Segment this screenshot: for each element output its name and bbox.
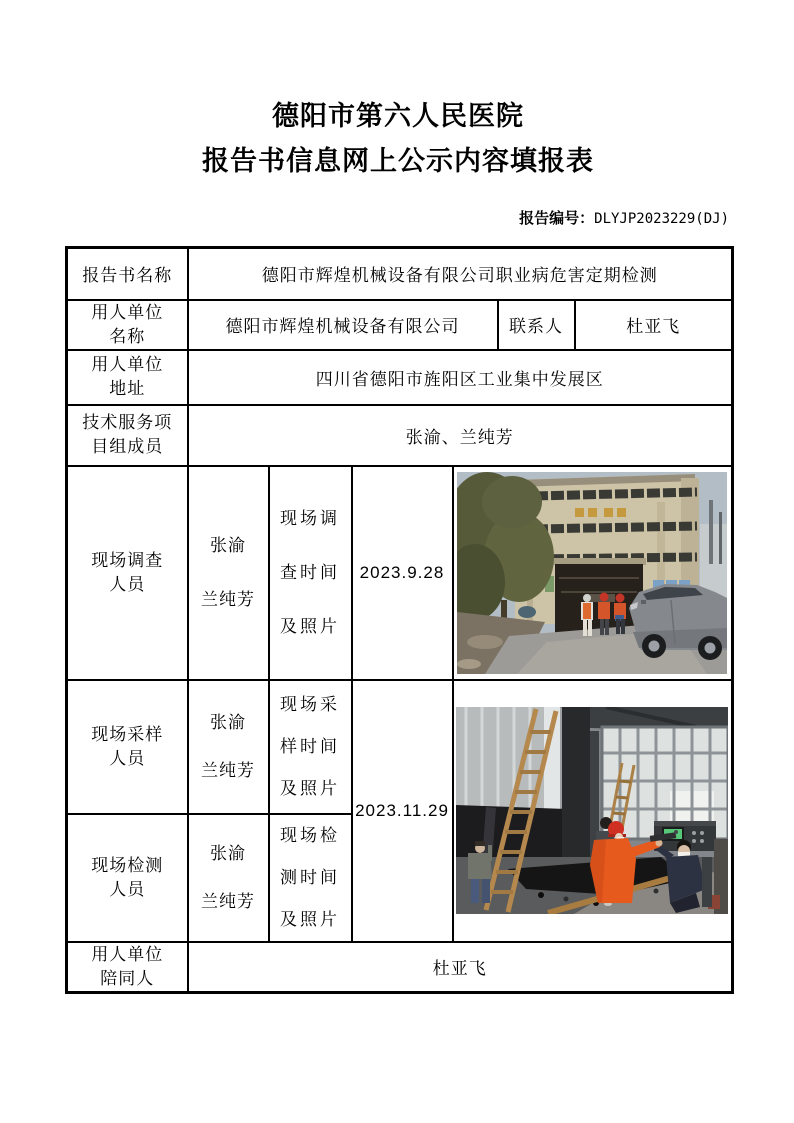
row-report-name: [67, 248, 733, 300]
site-sampling-photo: [456, 707, 728, 914]
project-team-value-cell: 张渝、兰纯芳: [188, 405, 733, 466]
employer-name-label-cell: [67, 300, 188, 350]
site-survey-date-cell: 2023.9.28: [352, 466, 453, 680]
time-label-line: 现场检: [280, 825, 340, 845]
row-project-team: [67, 405, 733, 466]
employer-address-label-cell: [67, 350, 188, 405]
report-name-value-cell: 德阳市辉煌机械设备有限公司职业病危害定期检测: [188, 248, 733, 300]
report-number-label: 报告编号：: [519, 210, 595, 227]
site-sampling-label-cell: [67, 680, 188, 814]
site-survey-photo-cell: [453, 466, 733, 680]
site-testing-label-cell: [67, 814, 188, 942]
label-line: 技术服务项: [82, 413, 173, 432]
time-label-line: 现场采: [280, 694, 340, 714]
row-site-survey: [67, 466, 733, 680]
escort-label-cell: [67, 942, 188, 993]
row-employer-address: [67, 350, 733, 405]
contact-value-cell: 杜亚飞: [575, 300, 733, 350]
contact-label-cell: 联系人: [498, 300, 575, 350]
time-label-line: 及照片: [280, 616, 340, 636]
label-line: 目组成员: [91, 437, 164, 456]
label-line: 现场检测: [91, 855, 164, 875]
label-line: 用人单位: [91, 355, 164, 374]
time-label-line: 查时间: [280, 562, 340, 582]
site-survey-photo: [457, 472, 727, 674]
site-survey-time-label-cell: [269, 466, 352, 680]
label-line: 现场采样: [91, 724, 164, 744]
document-content: [65, 94, 731, 994]
page-title: 德阳市第六人民医院: [272, 101, 524, 131]
member-name: 张渝: [210, 535, 246, 555]
suv: [629, 584, 727, 660]
project-team-label-cell: [67, 405, 188, 466]
site-sampling-time-label-cell: [269, 680, 352, 814]
escort-value-cell: 杜亚飞: [188, 942, 733, 993]
row-site-sampling: [67, 680, 733, 814]
member-name: 兰纯芳: [201, 891, 255, 911]
report-number: [65, 207, 729, 228]
label-line: 地址: [109, 379, 146, 398]
label-line: 用人单位: [91, 302, 164, 322]
label-line: 人员: [109, 879, 146, 899]
time-label-line: 样时间: [280, 736, 340, 756]
employer-address-value-cell: 四川省德阳市旌阳区工业集中发展区: [188, 350, 733, 405]
member-name: 张渝: [210, 843, 246, 863]
report-form-table: [65, 246, 734, 994]
time-label-line: 现场调: [280, 508, 340, 528]
label-line: 现场调查: [91, 550, 164, 570]
member-name: 兰纯芳: [201, 589, 255, 609]
label-line: 人员: [109, 748, 146, 768]
report-number-value: DLYJP2023229(DJ): [594, 211, 729, 227]
site-survey-members-cell: [188, 466, 269, 680]
site-testing-members-cell: [188, 814, 269, 942]
steel-column: [562, 707, 590, 875]
member-name: 张渝: [210, 712, 246, 732]
site-testing-time-label-cell: [269, 814, 352, 942]
site-survey-label-cell: [67, 466, 188, 680]
label-line: 名称: [109, 326, 146, 346]
label-line: 用人单位: [91, 944, 164, 964]
member-name: 兰纯芳: [201, 760, 255, 780]
row-escort: [67, 942, 733, 993]
sampling-testing-date-cell: 2023.11.29: [352, 680, 453, 942]
time-label-line: 测时间: [280, 867, 340, 887]
site-sampling-photo-cell: [453, 680, 733, 942]
site-sampling-members-cell: [188, 680, 269, 814]
time-label-line: 及照片: [280, 909, 340, 929]
label-line: 陪同人: [100, 968, 155, 988]
time-label-line: 及照片: [280, 778, 340, 798]
employer-name-value-cell: 德阳市辉煌机械设备有限公司: [188, 300, 498, 350]
row-employer-name: [67, 300, 733, 350]
report-name-label-cell: 报告书名称: [67, 248, 188, 300]
page-subtitle: 报告书信息网上公示内容填报表: [202, 146, 594, 176]
label-line: 人员: [109, 574, 146, 594]
